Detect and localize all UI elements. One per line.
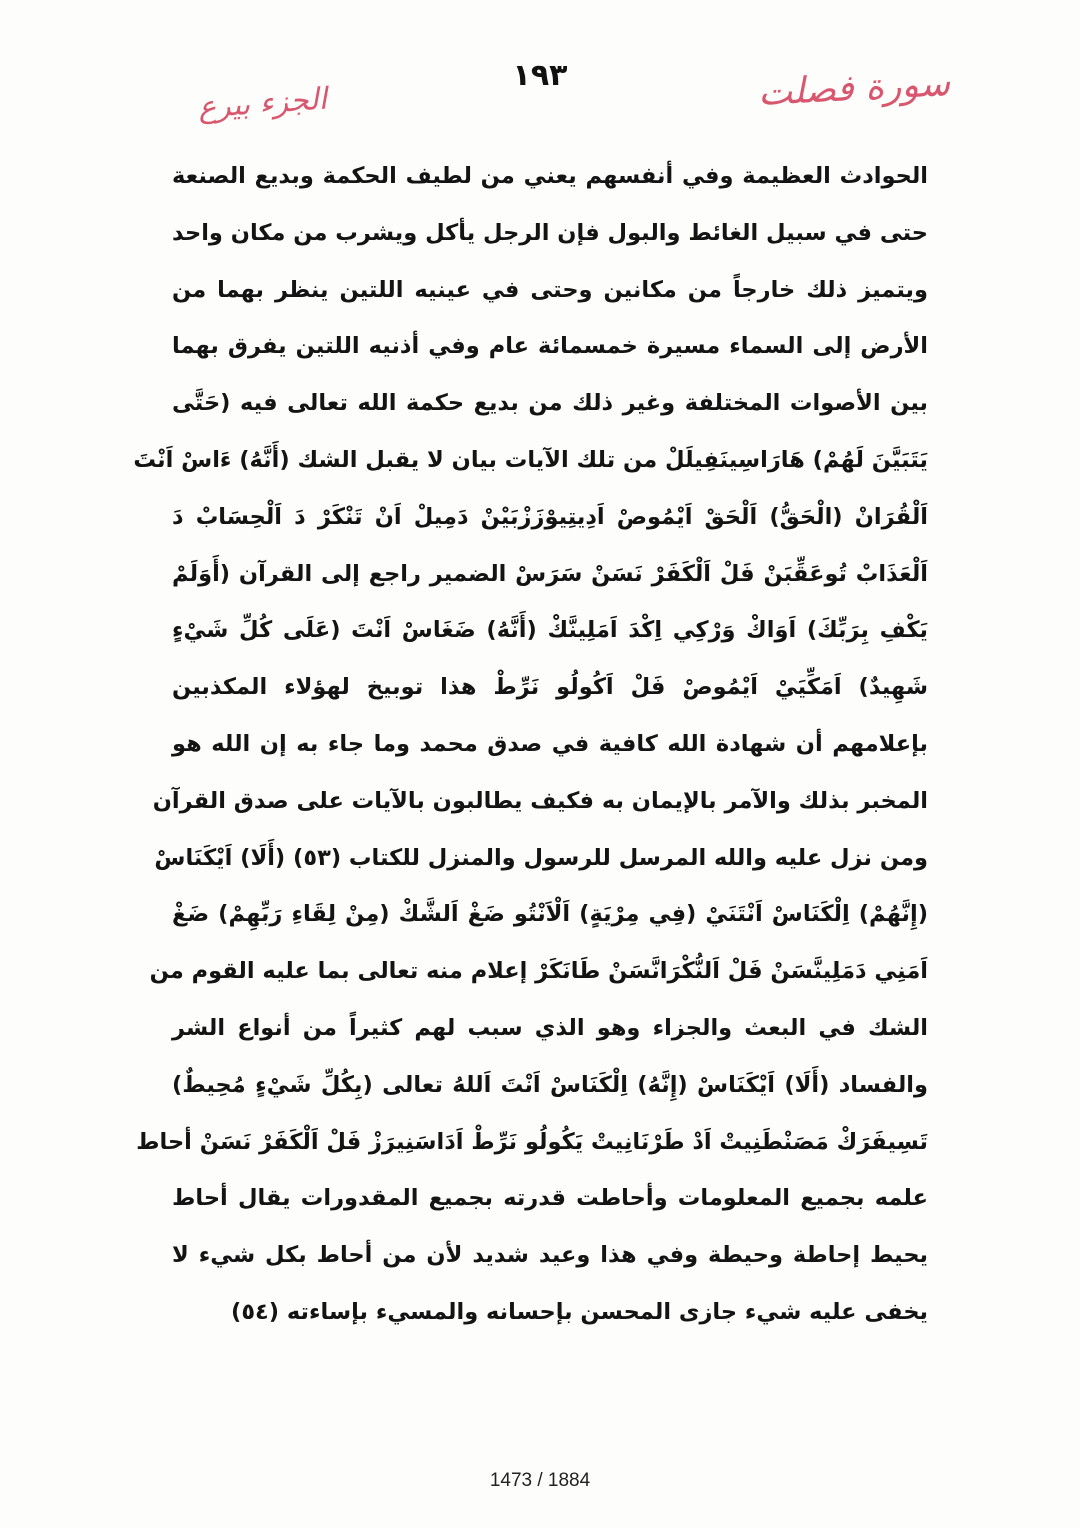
text-line: الأرض إلى السماء مسيرة خمسمائة عام وفي أذنيه اللتين يفرق بهما <box>172 333 928 360</box>
text-line: يَكْفِ بِرَبِّكَ) اَوَاكْ وَرْكِي اِكْدَ اَمَلِينَّكْ (أَنَّهُ) ضَغَاسْ اَنْتَ (عَلَى كُلِّ شَيْءٍ <box>172 617 928 644</box>
page-number: ١٩٣ <box>512 58 568 93</box>
text-line: اَمَنِي دَمَلِينَّسَنْ فَلْ اَلنُّكْرَانَّسَنْ طَانَكَرْ إعلام منه تعالى بما عليه القوم من <box>149 958 928 985</box>
handwritten-juz-note: الجزء بيرع <box>196 81 328 126</box>
text-line: تَسِيفَرَكْ مَصَنْطَنِيتْ اَدْ طَرْنَانِيتْ يَكُولُو نَرِّطْ اَدَاسَنِيرَزْ فَلْ اَلْكَفَرْ نَسَنْ أحاط <box>136 1128 928 1155</box>
text-line: يحيط إحاطة وحيطة وفي هذا وعيد شديد لأن من أحاط بكل شيء لا <box>172 1242 928 1269</box>
text-line: ويتميز ذلك خارجاً من مكانين وحتى في عينيه اللتين ينظر بهما من <box>172 276 928 303</box>
text-line: يخفى عليه شيء جازى المحسن بإحسانه والمسيء بإساءته (٥٤) <box>231 1298 928 1325</box>
viewer-page-indicator: 1473 / 1884 <box>489 1470 591 1491</box>
text-line: شَهِيدٌ) اَمَكِّيَيْ اَيْمُوصْ فَلْ اَكُولُو نَرِّطْ هذا توبيخ لهؤلاء المكذبين <box>172 674 928 701</box>
text-line: الحوادث العظيمة وفي أنفسهم يعني من لطيف الحكمة وبديع الصنعة <box>172 163 928 189</box>
text-line: علمه بجميع المعلومات وأحاطت قدرته بجميع المقدورات يقال أحاط <box>172 1185 928 1212</box>
handwritten-surah-note: سورة فصلت <box>756 62 951 115</box>
text-line: اَلْعَذَابْ تُوعَقِّبَنْ فَلْ اَلْكَفَرْ نَسَنْ سَرَسْ الضمير راجع إلى القرآن (أَوَلَمْ <box>172 560 928 587</box>
text-line: (إِنَّهُمْ) اِلْكَنَاسْ اَنْتَنَيْ (فِي مِرْيَةٍ) اَلْاَنْتُو ضَغْ اَلشَّكْ (مِنْ لِقَاءِ رَبِّهِمْ) ضَغْ <box>172 901 928 928</box>
text-line: بين الأصوات المختلفة وغير ذلك من بديع حكمة الله تعالى فيه (حَتَّى <box>172 390 928 417</box>
text-line: يَتَبَيَّنَ لَهُمْ) هَارَاسِينَفِيلَلْ من تلك الآيات بيان لا يقبل الشك (أَنَّهُ) ءَاسْ اَنْتَ <box>133 446 928 473</box>
page-body-text <box>133 148 928 1341</box>
text-line: والفساد (أَلَا) اَيْكَنَاسْ (إِنَّهُ) اِلْكَنَاسْ اَنْتَ اَللهُ تعالى (بِكُلِّ شَيْءٍ مُحِيطٌ) <box>172 1071 928 1098</box>
text-line: اَلْقُرَانْ (الْحَقُّ) اَلْحَقْ اَيْمُوصْ اَدِيتِيوْزَزْبَيْنْ دَمِيلْ اَنْ تَنْكَرْ دَ اَلْحِسَابْ دَ <box>172 503 928 530</box>
text-line: المخبر بذلك والآمر بالإيمان به فكيف يطالبون بالآيات على صدق القرآن <box>152 787 928 814</box>
text-line: بإعلامهم أن شهادة الله كافية في صدق محمد وما جاء به إن الله هو <box>172 730 928 757</box>
text-line: ومن نزل عليه والله المرسل للرسول والمنزل للكتاب (٥٣) (أَلَا) اَيْكَنَاسْ <box>154 844 928 871</box>
text-line: الشك في البعث والجزاء وهو الذي سبب لهم كثيراً من أنواع الشر <box>172 1014 928 1041</box>
text-line: حتى في سبيل الغائط والبول فإن الرجل يأكل ويشرب من مكان واحد <box>172 219 928 246</box>
